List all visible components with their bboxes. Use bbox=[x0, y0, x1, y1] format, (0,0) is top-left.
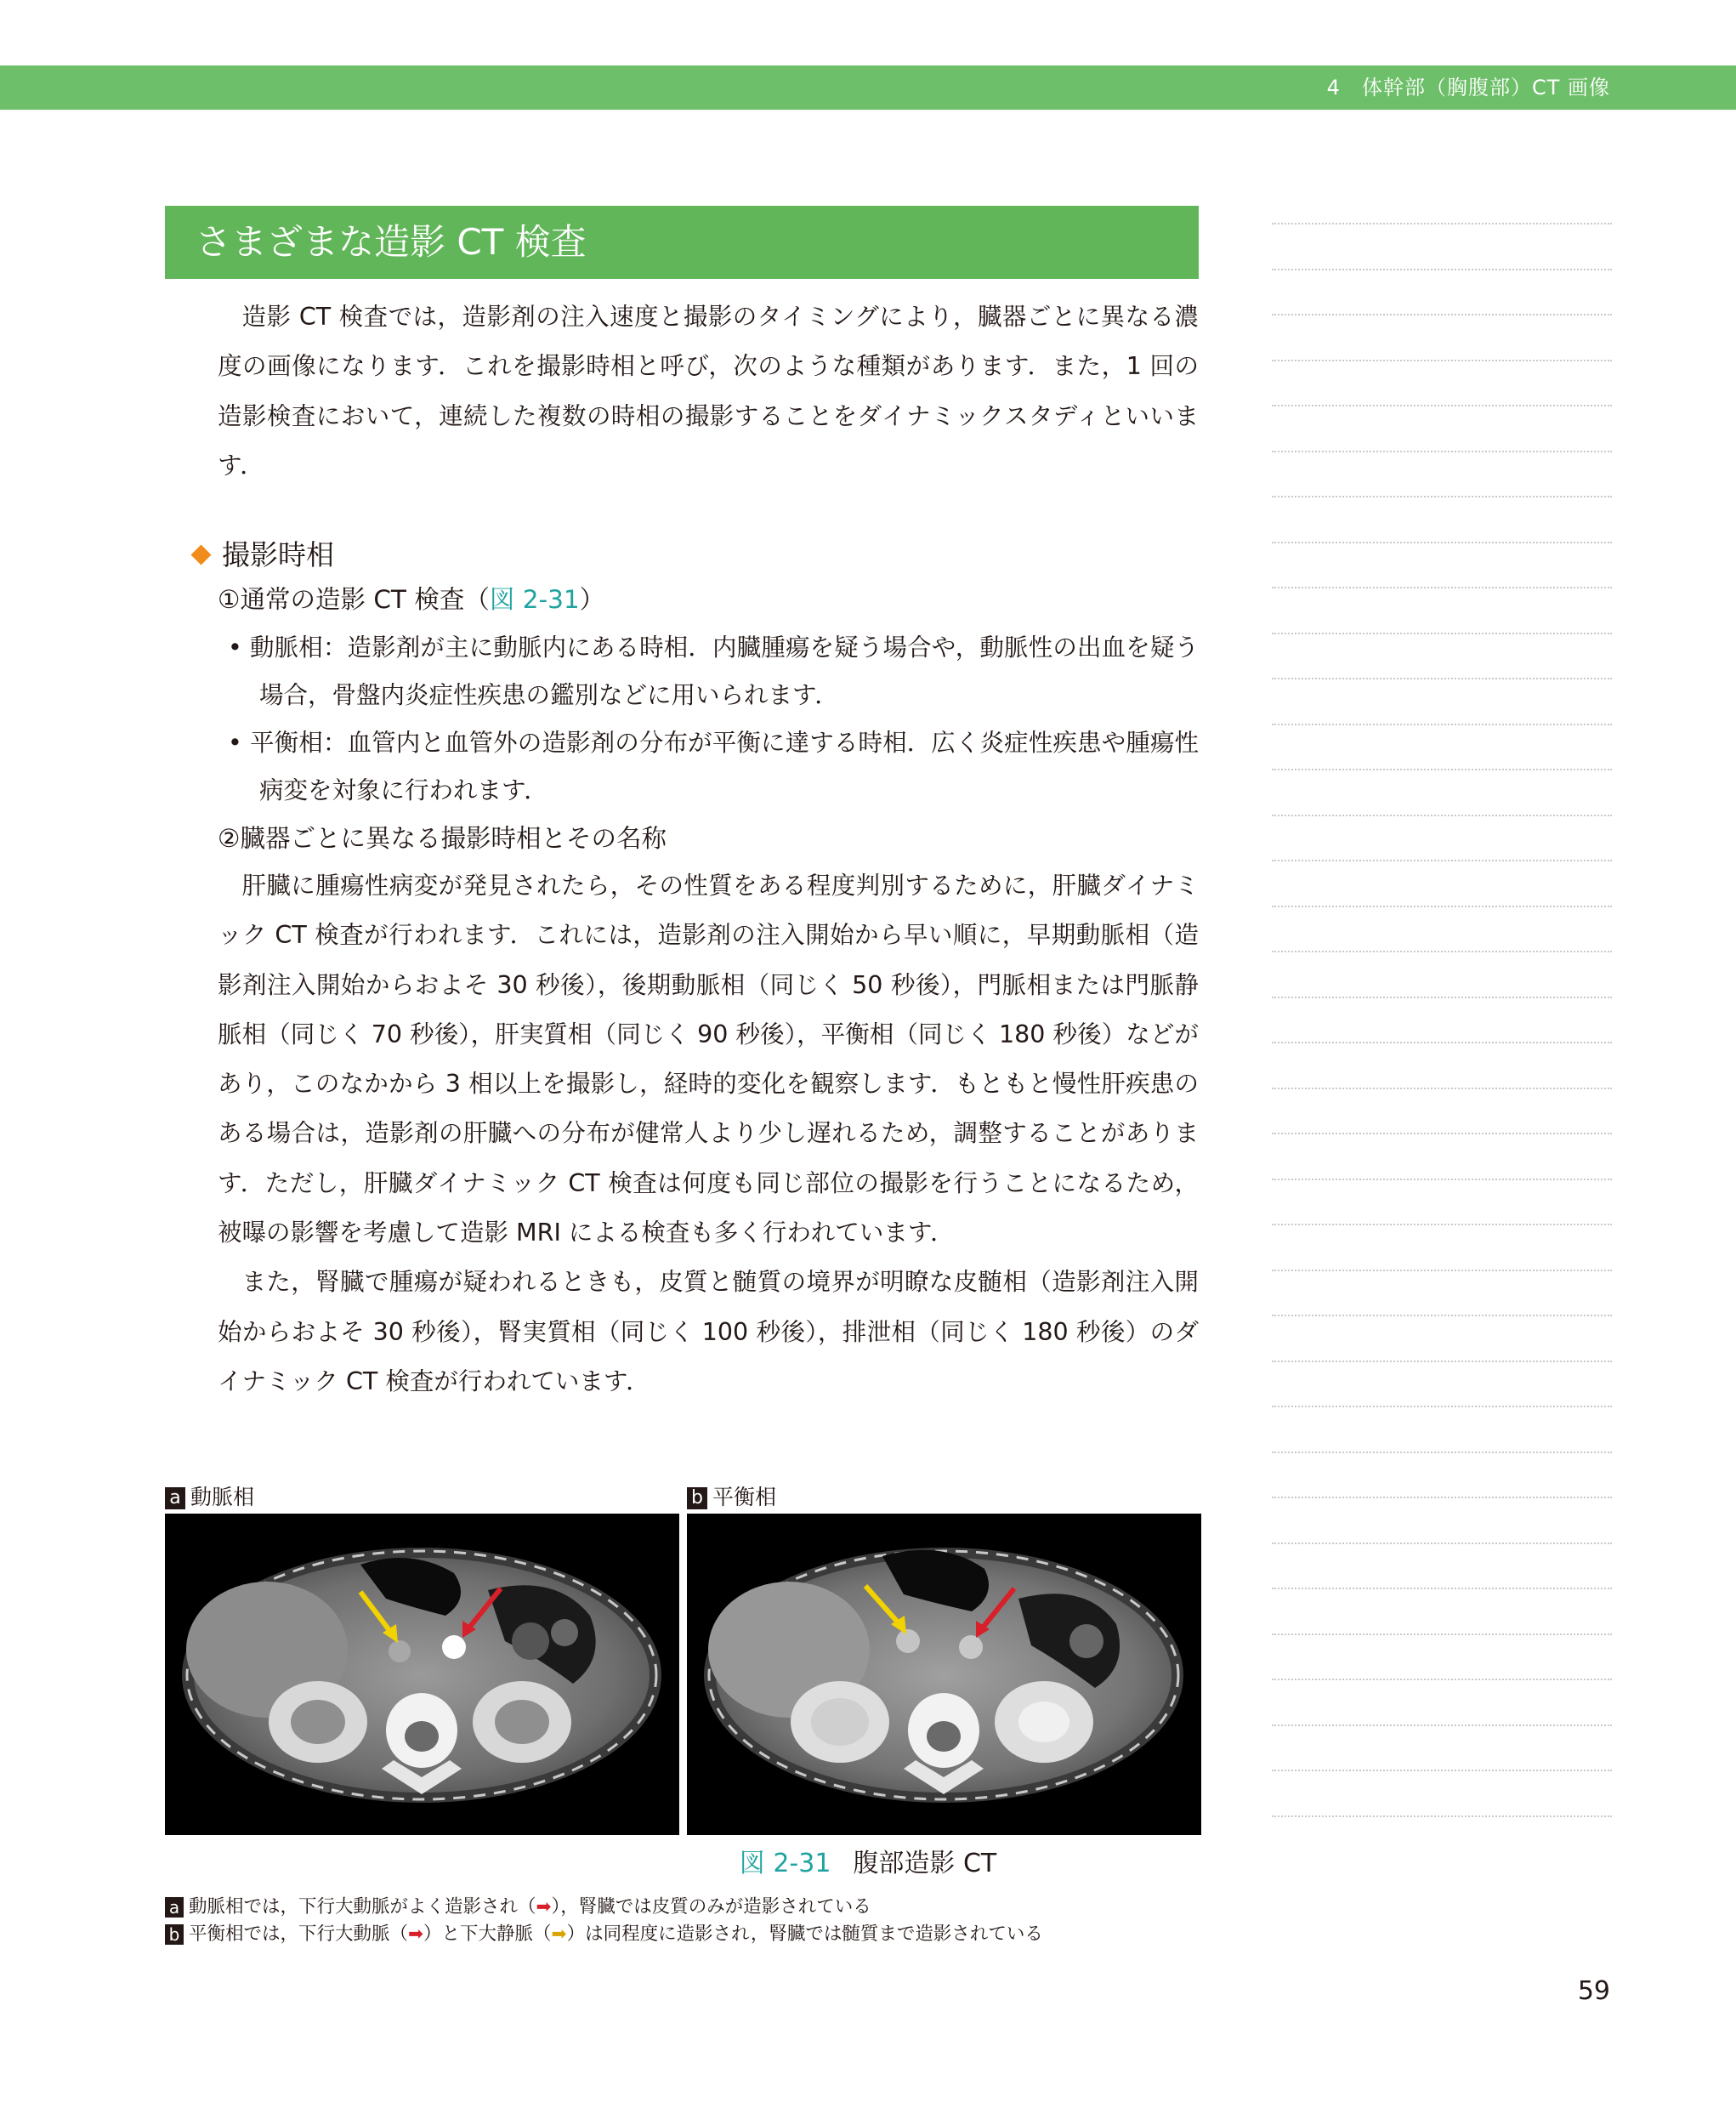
note-line bbox=[1272, 997, 1612, 1043]
note-line bbox=[1272, 223, 1612, 269]
ct-scan-equilibrium-graphic bbox=[687, 1514, 1201, 1835]
kidney-dynamic-paragraph: また，腎臓で腫瘍が疑われるときも，皮質と髄質の境界が明瞭な皮髄相（造影剤注入開始からおよそ 30 秒後），腎実質相（同じく 100 秒後），排泄相（同じく 180 秒後）のダイナミック CT 検査が行われています． bbox=[218, 1268, 1199, 1395]
note-line bbox=[1272, 587, 1612, 633]
note-line bbox=[1272, 1179, 1612, 1224]
note-line bbox=[1272, 269, 1612, 315]
legend-b-text3: ）は同程度に造影され，腎臓では髄質まで造影されている bbox=[566, 1923, 1043, 1945]
legend-a-letter: a bbox=[165, 1897, 184, 1918]
intro-block bbox=[218, 293, 1199, 491]
legend-b-letter: b bbox=[165, 1924, 184, 1945]
note-line bbox=[1272, 1133, 1612, 1179]
figure-reference-link[interactable]: 図 2-31 bbox=[489, 585, 580, 614]
note-line bbox=[1272, 678, 1612, 724]
item1-heading-prefix: ①通常の造影 CT 検査（ bbox=[218, 585, 490, 614]
panel-b-title: 平衡相 bbox=[712, 1485, 777, 1509]
note-line bbox=[1272, 496, 1612, 542]
note-line bbox=[1272, 1088, 1612, 1134]
note-line bbox=[1272, 1042, 1612, 1088]
item2-body bbox=[218, 861, 1199, 1406]
note-line bbox=[1272, 542, 1612, 588]
note-line bbox=[1272, 1724, 1612, 1770]
section-banner bbox=[165, 206, 1199, 279]
note-line bbox=[1272, 1770, 1612, 1815]
note-line bbox=[1272, 815, 1612, 861]
margin-note-lines bbox=[1272, 223, 1612, 1861]
panel-b-label bbox=[687, 1483, 776, 1512]
note-line bbox=[1272, 1634, 1612, 1679]
subsection-title: 撮影時相 bbox=[222, 538, 334, 571]
note-line bbox=[1272, 1224, 1612, 1270]
panel-a-label bbox=[165, 1483, 254, 1512]
note-line bbox=[1272, 724, 1612, 770]
note-line bbox=[1272, 405, 1612, 451]
section-title: さまざまな造影 CT 検査 bbox=[196, 221, 587, 263]
note-line bbox=[1272, 1406, 1612, 1452]
liver-dynamic-paragraph: 肝臓に腫瘍性病変が発見されたら，その性質をある程度判別するために，肝臓ダイナミック CT 検査が行われます．これには，造影剤の注入開始から早い順に，早期動脈相（造影剤注入開始からおよそ 30 秒後），後期動脈相（同じく 50 秒後），門脈相または門脈静脈相（同じく 70 秒後），肝実質相（同じく 90 秒後），平衡相（同じく 180 秒後）などがあり，このなかから 3 相以上を撮影し，経時的変化を観察します．もともと慢性肝疾患のある場合は，造影剤の肝臓への分布が健常人より少し遅れるため，調整することがあります．ただし，肝臓ダイナミック CT 検査は何度も同じ部位の撮影を行うことになるため，被曝の影響を考慮して造影 MRI による検査も多く行われています． bbox=[218, 872, 1199, 1247]
note-line bbox=[1272, 769, 1612, 815]
bullet-arterial-phase: • 動脈相：造影剤が主に動脈内にある時相．内臓腫瘍を疑う場合や，動脈性の出血を疑う場合，骨盤内炎症性疾患の鑑別などに用いられます． bbox=[228, 634, 1199, 709]
note-line bbox=[1272, 1361, 1612, 1406]
figure-caption bbox=[0, 1844, 1736, 1884]
note-line bbox=[1272, 1588, 1612, 1634]
note-line bbox=[1272, 1452, 1612, 1497]
note-line bbox=[1272, 1270, 1612, 1315]
figure-title: 腹部造影 CT bbox=[853, 1849, 997, 1878]
note-line bbox=[1272, 860, 1612, 906]
running-header: 4 体幹部（胸腹部）CT 画像 bbox=[1326, 76, 1610, 99]
panel-b-letter: b bbox=[687, 1487, 707, 1509]
panel-a-title: 動脈相 bbox=[190, 1485, 255, 1509]
legend-b-text1: 平衡相では，下行大動脈（ bbox=[189, 1923, 409, 1945]
red-arrow-icon: ➡ bbox=[408, 1923, 424, 1945]
page-number: 59 bbox=[1577, 1976, 1610, 2006]
figure-number: 図 2-31 bbox=[739, 1849, 831, 1878]
red-arrow-icon: ➡ bbox=[536, 1896, 552, 1918]
note-line bbox=[1272, 1543, 1612, 1588]
item1-heading-suffix: ） bbox=[579, 585, 605, 614]
note-line bbox=[1272, 633, 1612, 679]
yellow-arrow-icon: ➡ bbox=[551, 1923, 567, 1945]
panel-a-letter: a bbox=[165, 1487, 185, 1509]
note-line bbox=[1272, 906, 1612, 952]
note-line bbox=[1272, 451, 1612, 497]
item1-heading bbox=[218, 576, 604, 623]
note-line bbox=[1272, 951, 1612, 997]
legend-b-text2: ）と下大静脈（ bbox=[423, 1923, 552, 1945]
note-line bbox=[1272, 360, 1612, 406]
note-line bbox=[1272, 1679, 1612, 1724]
intro-paragraph: 造影 CT 検査では，造影剤の注入速度と撮影のタイミングにより，臓器ごとに異なる濃度の画像になります．これを撮影時相と呼び，次のような種類があります．また，1 回の造影検査において，連続した複数の時相の撮影することをダイナミックスタディといいます． bbox=[218, 303, 1199, 480]
item2-heading: ②臓器ごとに異なる撮影時相とその名称 bbox=[218, 824, 667, 853]
ct-image-equilibrium-phase bbox=[687, 1514, 1201, 1835]
bullet-equilibrium-phase: • 平衡相：血管内と血管外の造影剤の分布が平衡に達する時相．広く炎症性疾患や腫瘍性病変を対象に行われます． bbox=[228, 729, 1199, 804]
diamond-bullet-icon bbox=[190, 544, 211, 565]
legend-a-text1: 動脈相では，下行大動脈がよく造影され（ bbox=[189, 1896, 536, 1918]
note-line bbox=[1272, 1497, 1612, 1543]
legend-b bbox=[165, 1922, 1043, 1947]
legend-a-text2: ），腎臓では皮質のみが造影されている bbox=[551, 1896, 871, 1918]
note-line bbox=[1272, 1315, 1612, 1361]
note-line bbox=[1272, 314, 1612, 360]
legend-a bbox=[165, 1895, 871, 1920]
ct-scan-arterial-graphic bbox=[165, 1514, 679, 1835]
ct-image-arterial-phase bbox=[165, 1514, 679, 1835]
